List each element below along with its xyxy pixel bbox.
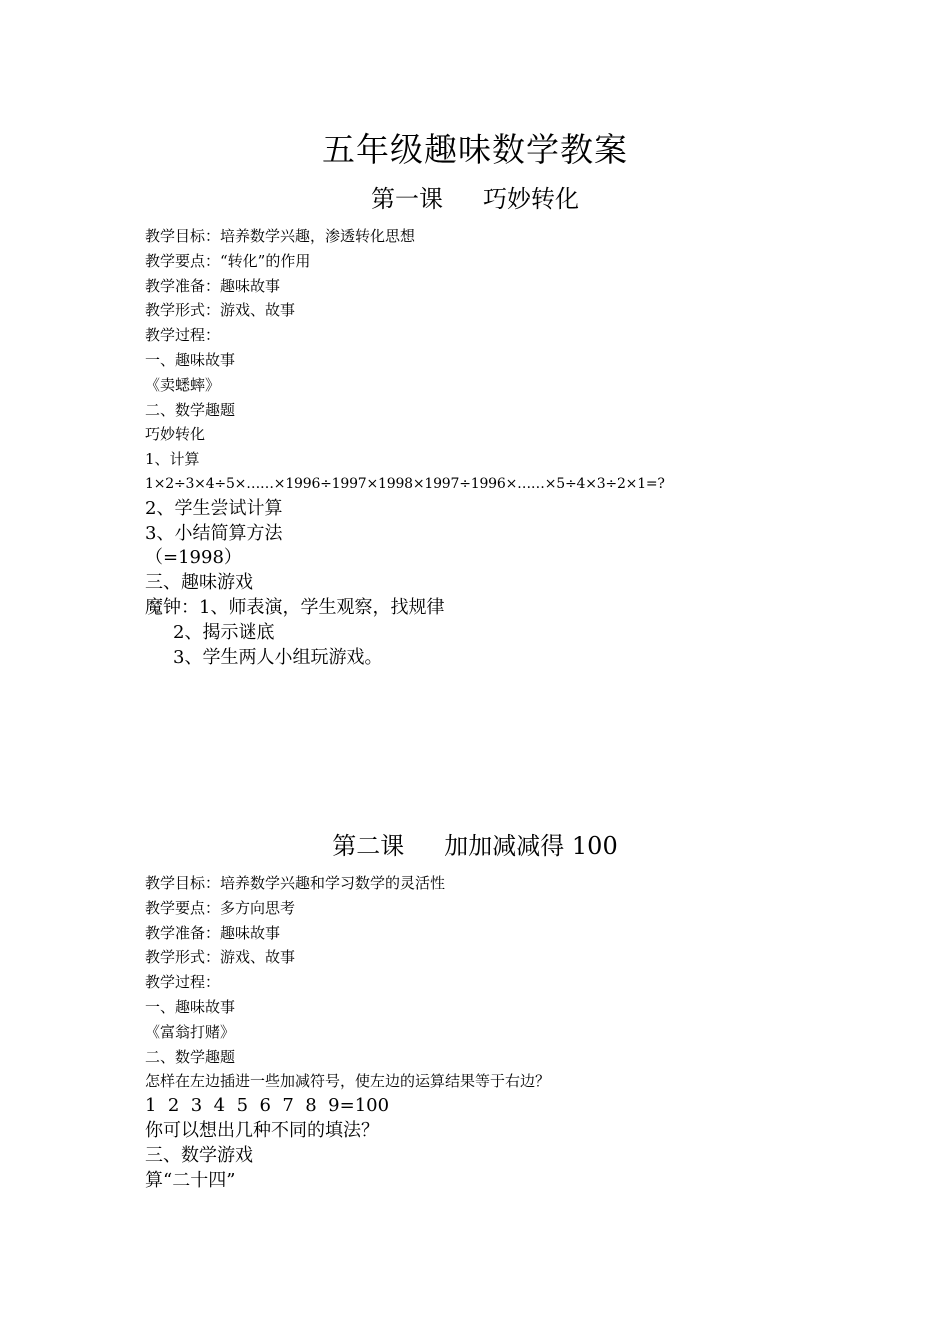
lesson2-preparation: 教学准备：趣味故事 (145, 923, 281, 942)
lesson1-preparation: 教学准备：趣味故事 (145, 276, 281, 295)
lesson1-label: 第一课 (371, 185, 443, 213)
lesson1-formula: 1×2÷3×4÷5×……×1996÷1997×1998×1997÷1996×……×5÷4×3÷2×1=? (145, 475, 665, 492)
lesson2-name: 加加减减得 100 (444, 832, 618, 860)
lesson1-game-step-3: 3、学生两人小组玩游戏。 (173, 646, 383, 668)
lesson2-form: 教学形式：游戏、故事 (145, 948, 296, 967)
lesson1-form: 教学形式：游戏、故事 (145, 301, 296, 320)
lesson1-section-problem: 二、数学趣题 (145, 400, 236, 419)
lesson1-answer: （=1998） (145, 547, 242, 569)
lesson1-heading (0, 183, 950, 215)
lesson1-step-2: 2、学生尝试计算 (145, 497, 283, 519)
lesson2-question: 你可以想出几种不同的填法？ (145, 1119, 379, 1141)
lesson1-story-title: 《卖蟋蟀》 (145, 375, 221, 394)
lesson1-name: 巧妙转化 (483, 185, 579, 213)
lesson1-section-game: 三、趣味游戏 (145, 572, 253, 594)
lesson1-step-3: 3、小结简算方法 (145, 522, 283, 544)
lesson2-story-title: 《富翁打赌》 (145, 1022, 236, 1041)
lesson1-problem-title: 巧妙转化 (145, 425, 206, 444)
lesson1-process: 教学过程： (145, 326, 221, 345)
lesson2-game-title: 算“二十四” (145, 1169, 236, 1191)
lesson2-section-problem: 二、数学趣题 (145, 1047, 236, 1066)
lesson1-game-step-2: 2、揭示谜底 (173, 621, 275, 643)
lesson2-heading (0, 830, 950, 862)
lesson2-key-point: 教学要点：多方向思考 (145, 898, 296, 917)
lesson1-body (145, 224, 865, 670)
lesson2-process: 教学过程： (145, 973, 221, 992)
lesson2-problem-text: 怎样在左边插进一些加减符号，使左边的运算结果等于右边？ (145, 1072, 551, 1091)
lesson1-goal: 教学目标：培养数学兴趣，渗透转化思想 (145, 227, 416, 245)
lesson1-section-story: 一、趣味故事 (145, 350, 236, 369)
document-title: 五年级趣味数学教案 (322, 130, 628, 169)
lesson1-key-point: 教学要点：“转化”的作用 (145, 251, 311, 270)
lesson1-game-step-1: 魔钟：1、师表演，学生观察，找规律 (145, 596, 445, 618)
lesson2-body (145, 871, 865, 1193)
lesson2-label: 第二课 (332, 832, 405, 860)
lesson2-goal: 教学目标：培养数学兴趣和学习数学的灵活性 (145, 874, 446, 892)
lesson2-equation: 1 2 3 4 5 6 7 8 9=100 (145, 1095, 390, 1117)
lesson2-section-game: 三、数学游戏 (145, 1144, 253, 1166)
lesson1-step-1: 1、计算 (145, 450, 200, 469)
lesson2-section-story: 一、趣味故事 (145, 997, 236, 1016)
